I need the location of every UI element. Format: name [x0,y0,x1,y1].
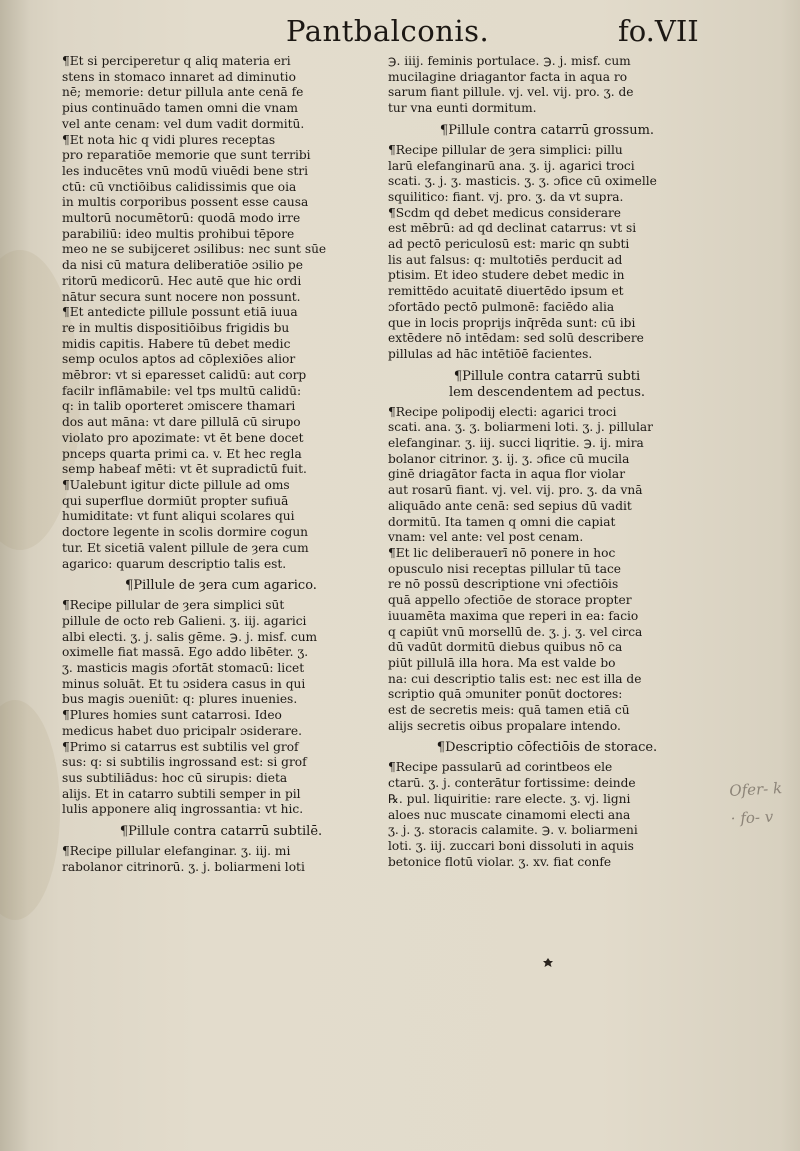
left-text-column [62,54,380,875]
text-paragraph: ¶Plures homies sunt catarrosi. Ideo medicus habet duo pricipalr ɔsiderare. [62,708,302,738]
section-heading: ¶Pillule de ȝera cum agarico. [125,578,317,594]
text-paragraph: ¶Recipe pillular elefanginar. ʒ. iij. mi rabolanor citrinorū. ʒ. j. boliarmeni loti [62,844,305,874]
text-paragraph: ¶Et antedicte pillule possunt etiā iuua re in multis dispositiōibus frigidis bu midis capitis. Habere tū debet medic semp oculos aptos ad cōplexiōes alior mēbror: vt si eparesset calidū: aut corp facilr inflāmabile: vel tps multū calidū: q: in talib oporteret ɔmiscere thamari dos aut māna: vt dare pillulā cū sirupo violato pro apozimate: vt ēt bene docet pnceps quarta primi ca. v. Et hec regla semp habeaf mēti: vt ēt supradictū fuit. [62,305,307,477]
section-heading: ¶Descriptio cōfectiōis de storace. [436,740,658,756]
text-paragraph: ¶Recipe passularū ad corintbeos ele ctarū. ʒ. j. conterātur fortissime: deinde ℞. pul. liquiritie: rare electe. ʒ. vj. ligni aloes nuc muscate cinamomi electi ana ʒ. j. ʒ. storacis calamite. ℈. v. boliarmeni loti. ʒ. iij. zuccari boni dissoluti in aquis betonice flotū violar. ʒ. xv. fiat confe [388,760,638,869]
section-heading: ¶Pillule contra catarrū subtilē. [119,824,323,840]
folio-number: fo.VII [618,14,699,48]
running-title: Pantbalconis. [286,14,490,48]
text-paragraph: ¶Recipe pillular de ȝera simplici sūt pillule de octo reb Galieni. ʒ. iij. agarici albi electi. ʒ. j. salis gēme. ℈. j. misf. cum oximelle fiat massā. Ego addo libēter. ʒ. ʒ. masticis magis ɔfortāt stomacū: licet minus soluāt. Et tu ɔsidera casus in qui bus magis ɔueniūt: q: plures inuenies. [62,598,318,707]
text-paragraph: ℈. iiij. feminis portulace. ℈. j. misf. cum mucilagine driagantor facta in aqua ro sarum fiant pillule. vj. vel. vij. pro. ʒ. de tur vna eunti dormitum. [388,54,634,116]
text-paragraph: ¶Primo si catarrus est subtilis vel grof sus: q: si subtilis ingrossand est: si grof sus subtiliādus: hoc cū sirupis: dieta alijs. Et in catarro subtili semper in pil lulis apponere aliq ingrossantia: vt hic. [62,739,307,817]
paper-stain [0,700,60,920]
text-paragraph: ¶Et si perciperetur q aliq materia eri stens in stomaco innaret ad diminutio nē; memorie: detur pillula ante cenā fe pius continuādo tamen omni die vnam vel ante cenam: vel dum vadit dormitū. [62,54,305,131]
right-text-column [388,54,706,870]
text-paragraph: ¶Scdm qd debet medicus considerare est mēbrū: ad qd declinat catarrus: vt si ad pectō periculosū est: maric qn subti lis aut falsus: q: multotiēs perducit ad ptisim. Et ideo studere debet medic in remittēdo acuitatē diuertēdo ipsum et ɔfortādo pectō pulmonē: faciēdo alia que in locis proprijs inq̄rēda sunt: cū ibi extēdere nō intēdam: sed solū describere pillulas ad hāc intētiōē facientes. [388,205,644,361]
section-heading: ¶Pillule contra catarrū subti lem descendentem ad pectus. [448,368,645,400]
text-paragraph: ¶Et nota hic q vidi plures receptas pro reparatiōe memorie que sunt terribi les inducētes vnū modū viuēdi bene stri ctū: cū vnctiōibus calidissimis que oia in multis corporibus possent esse causa multorū nocumētorū: quodā modo irre parabiliū: ideo multis prohibui tēpore meo ne se subijceret ɔsilibus: nec sunt sūe da nisi cū matura deliberatiōe ɔsilio pe ritorū medicorū. Hec autē que hic ordi nātur secura sunt nocere non possunt. [62,132,327,304]
text-paragraph: ¶Ualebunt igitur dicte pillule ad oms qui superflue dormiūt propter sufiuā humiditate: vt funt aliqui scolares qui doctore legente in scolis dormire cogun tur. Et sicetiā valent pillule de ȝera cum agarico: quarum descriptio talis est. [62,477,309,571]
text-paragraph: ¶Recipe polipodij electi: agarici troci scati. ana. ʒ. ʒ. boliarmeni loti. ʒ. j. pillular elefanginar. ʒ. iij. succi liqritie. ℈. ij. mira bolanor citrinor. ʒ. ij. ʒ. ɔfice cū mucila ginē driagātor facta in aqua flor violar aut rosarū fiant. vj. vel. vij. pro. ʒ. da vnā aliquādo ante cenā: sed sepius dū vadit dormitū. Ita tamen q omni die capiat vnam: vel ante: vel post cenam. [388,404,653,545]
text-paragraph: ¶Recipe pillular de ȝera simplici: pillu larū elefanginarū ana. ʒ. ij. agarici troci scati. ʒ. j. ʒ. masticis. ʒ. ʒ. ɔfice cū oximelle squilitico: fiant. vj. pro. ʒ. da vt supra. [388,142,657,204]
section-heading: ¶Pillule contra catarrū grossum. [439,122,655,138]
text-paragraph: ¶Et lic deliberauerī nō ponere in hoc opusculo nisi receptas pillular tū tace re nō possū descriptione vni ɔfectiōis quā appello ɔfectiōe de storace propter iuuamēta maxima que reperi in ea: facio q capiūt vnū morsellū de. ʒ. j. ʒ. vel circa dū vadūt dormitū diebus quibus nō ca piūt pillulā illa hora. Ma est valde bo na: cui descriptio talis est: nec est illa de scriptio quā ɔmuniter ponūt doctores: est de secretis meis: quā tamen etiā cū alijs secretis oibus propalare intendo. [388,545,643,733]
page-header [0,14,800,56]
fleuron-ornament-icon [543,958,553,967]
handwritten-margin-note: Ofer- k · fo- v [728,779,783,828]
